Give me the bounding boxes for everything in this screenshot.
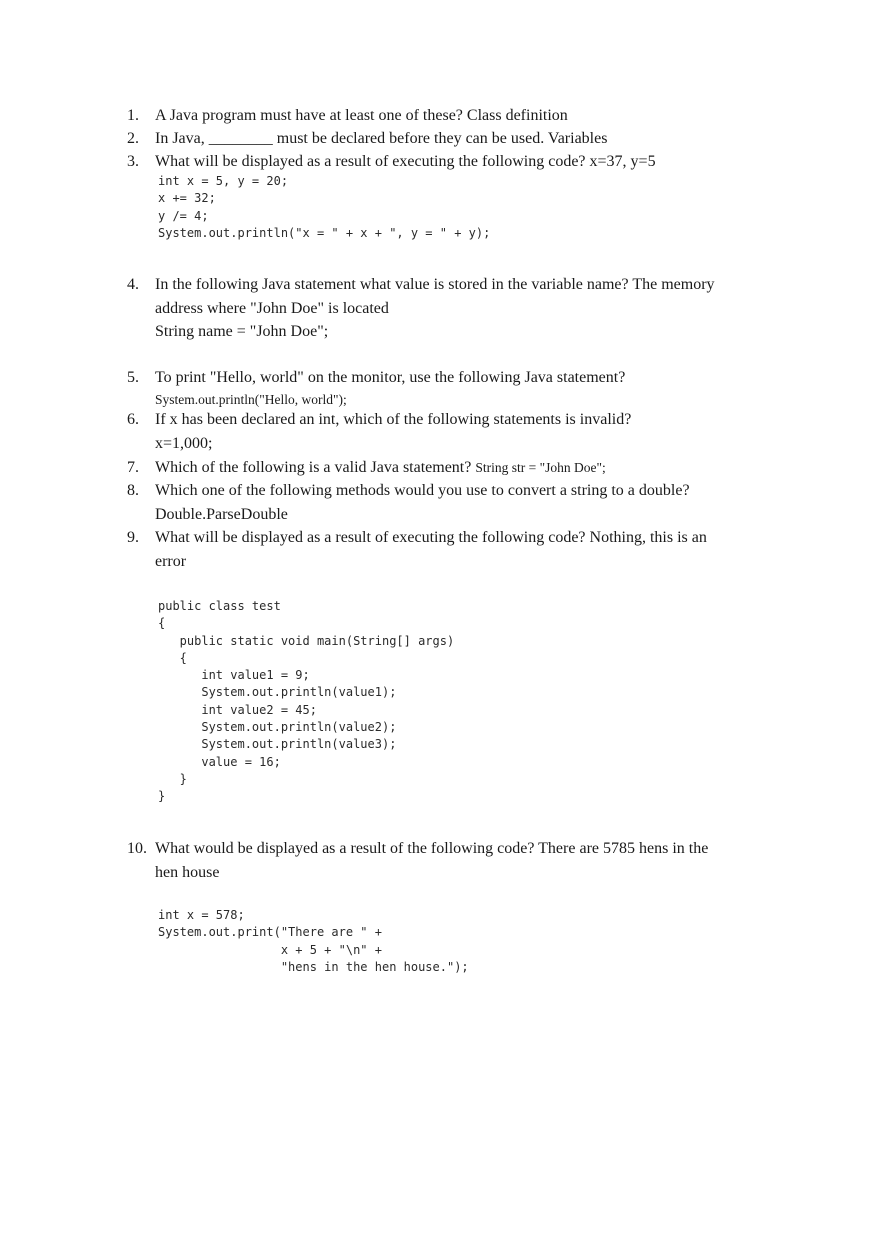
question-7: [127, 456, 727, 480]
code-line: System.out.println(value2);: [158, 720, 397, 735]
code-line: }: [158, 771, 187, 786]
question-text: What would be displayed as a result of the following code? There are 5785 hens in the hen house: [155, 840, 709, 881]
question-5: [127, 366, 727, 409]
code-line: value = 16;: [158, 754, 281, 769]
question-statement: x=1,000;: [155, 434, 213, 452]
code-line: int value2 = 45;: [158, 702, 317, 717]
question-number: 10.: [127, 840, 147, 857]
question-answer: System.out.println("Hello, world");: [155, 391, 347, 407]
question-text: In Java, ________ must be declared before they can be used. Variables: [155, 130, 608, 147]
question-8: [127, 479, 727, 526]
question-number: 4.: [127, 276, 139, 293]
code-line: }: [158, 789, 166, 804]
code-line: x += 32;: [158, 191, 216, 206]
question-2: [127, 127, 727, 151]
question-3: [127, 150, 727, 174]
code-block-q9: [158, 598, 454, 806]
code-block-q10: [158, 907, 469, 976]
code-line: y /= 4;: [158, 208, 209, 223]
code-line: int x = 5, y = 20;: [158, 174, 289, 188]
question-4: [127, 273, 727, 344]
question-number: 5.: [127, 369, 139, 386]
code-line: int x = 578;: [158, 908, 245, 922]
question-text: What will be displayed as a result of executing the following code? Nothing, this is an error: [155, 529, 707, 570]
code-line: public static void main(String[] args): [158, 633, 455, 648]
code-line: System.out.println(value1);: [158, 685, 397, 700]
question-answer: String str = "John Doe";: [475, 460, 606, 475]
question-number: 2.: [127, 130, 139, 147]
code-line: x + 5 + "\n" +: [158, 942, 382, 957]
question-text: If x has been declared an int, which of the following statements is invalid?: [155, 411, 632, 428]
question-number: 3.: [127, 153, 139, 170]
question-number: 1.: [127, 107, 139, 124]
question-number: 6.: [127, 411, 139, 428]
code-line: public class test: [158, 599, 281, 613]
code-line: System.out.print("There are " +: [158, 925, 382, 940]
code-line: "hens in the hen house.");: [158, 959, 469, 974]
code-line: System.out.println("x = " + x + ", y = " + y);: [158, 225, 491, 240]
question-text: Which one of the following methods would you use to convert a string to a double? Double.ParseDouble: [155, 482, 690, 523]
code-line: {: [158, 650, 187, 665]
question-text: A Java program must have at least one of these? Class definition: [155, 107, 568, 124]
question-text: To print "Hello, world" on the monitor, use the following Java statement?: [155, 369, 626, 386]
question-9: [127, 526, 727, 573]
question-number: 7.: [127, 459, 139, 476]
question-text: Which of the following is a valid Java statement?: [155, 459, 472, 476]
code-line: {: [158, 616, 166, 631]
code-line: int value1 = 9;: [158, 668, 310, 683]
code-block-q3: [158, 173, 490, 242]
question-number: 9.: [127, 529, 139, 546]
question-number: 8.: [127, 482, 139, 499]
code-line: System.out.println(value3);: [158, 737, 397, 752]
question-10: [127, 837, 727, 884]
question-text: What will be displayed as a result of executing the following code? x=37, y=5: [155, 153, 656, 170]
question-6: [127, 408, 727, 455]
question-text: In the following Java statement what value is stored in the variable name? The memory address where "John Doe" is located: [155, 276, 715, 317]
question-statement: String name = "John Doe";: [155, 323, 329, 340]
question-1: [127, 104, 727, 128]
